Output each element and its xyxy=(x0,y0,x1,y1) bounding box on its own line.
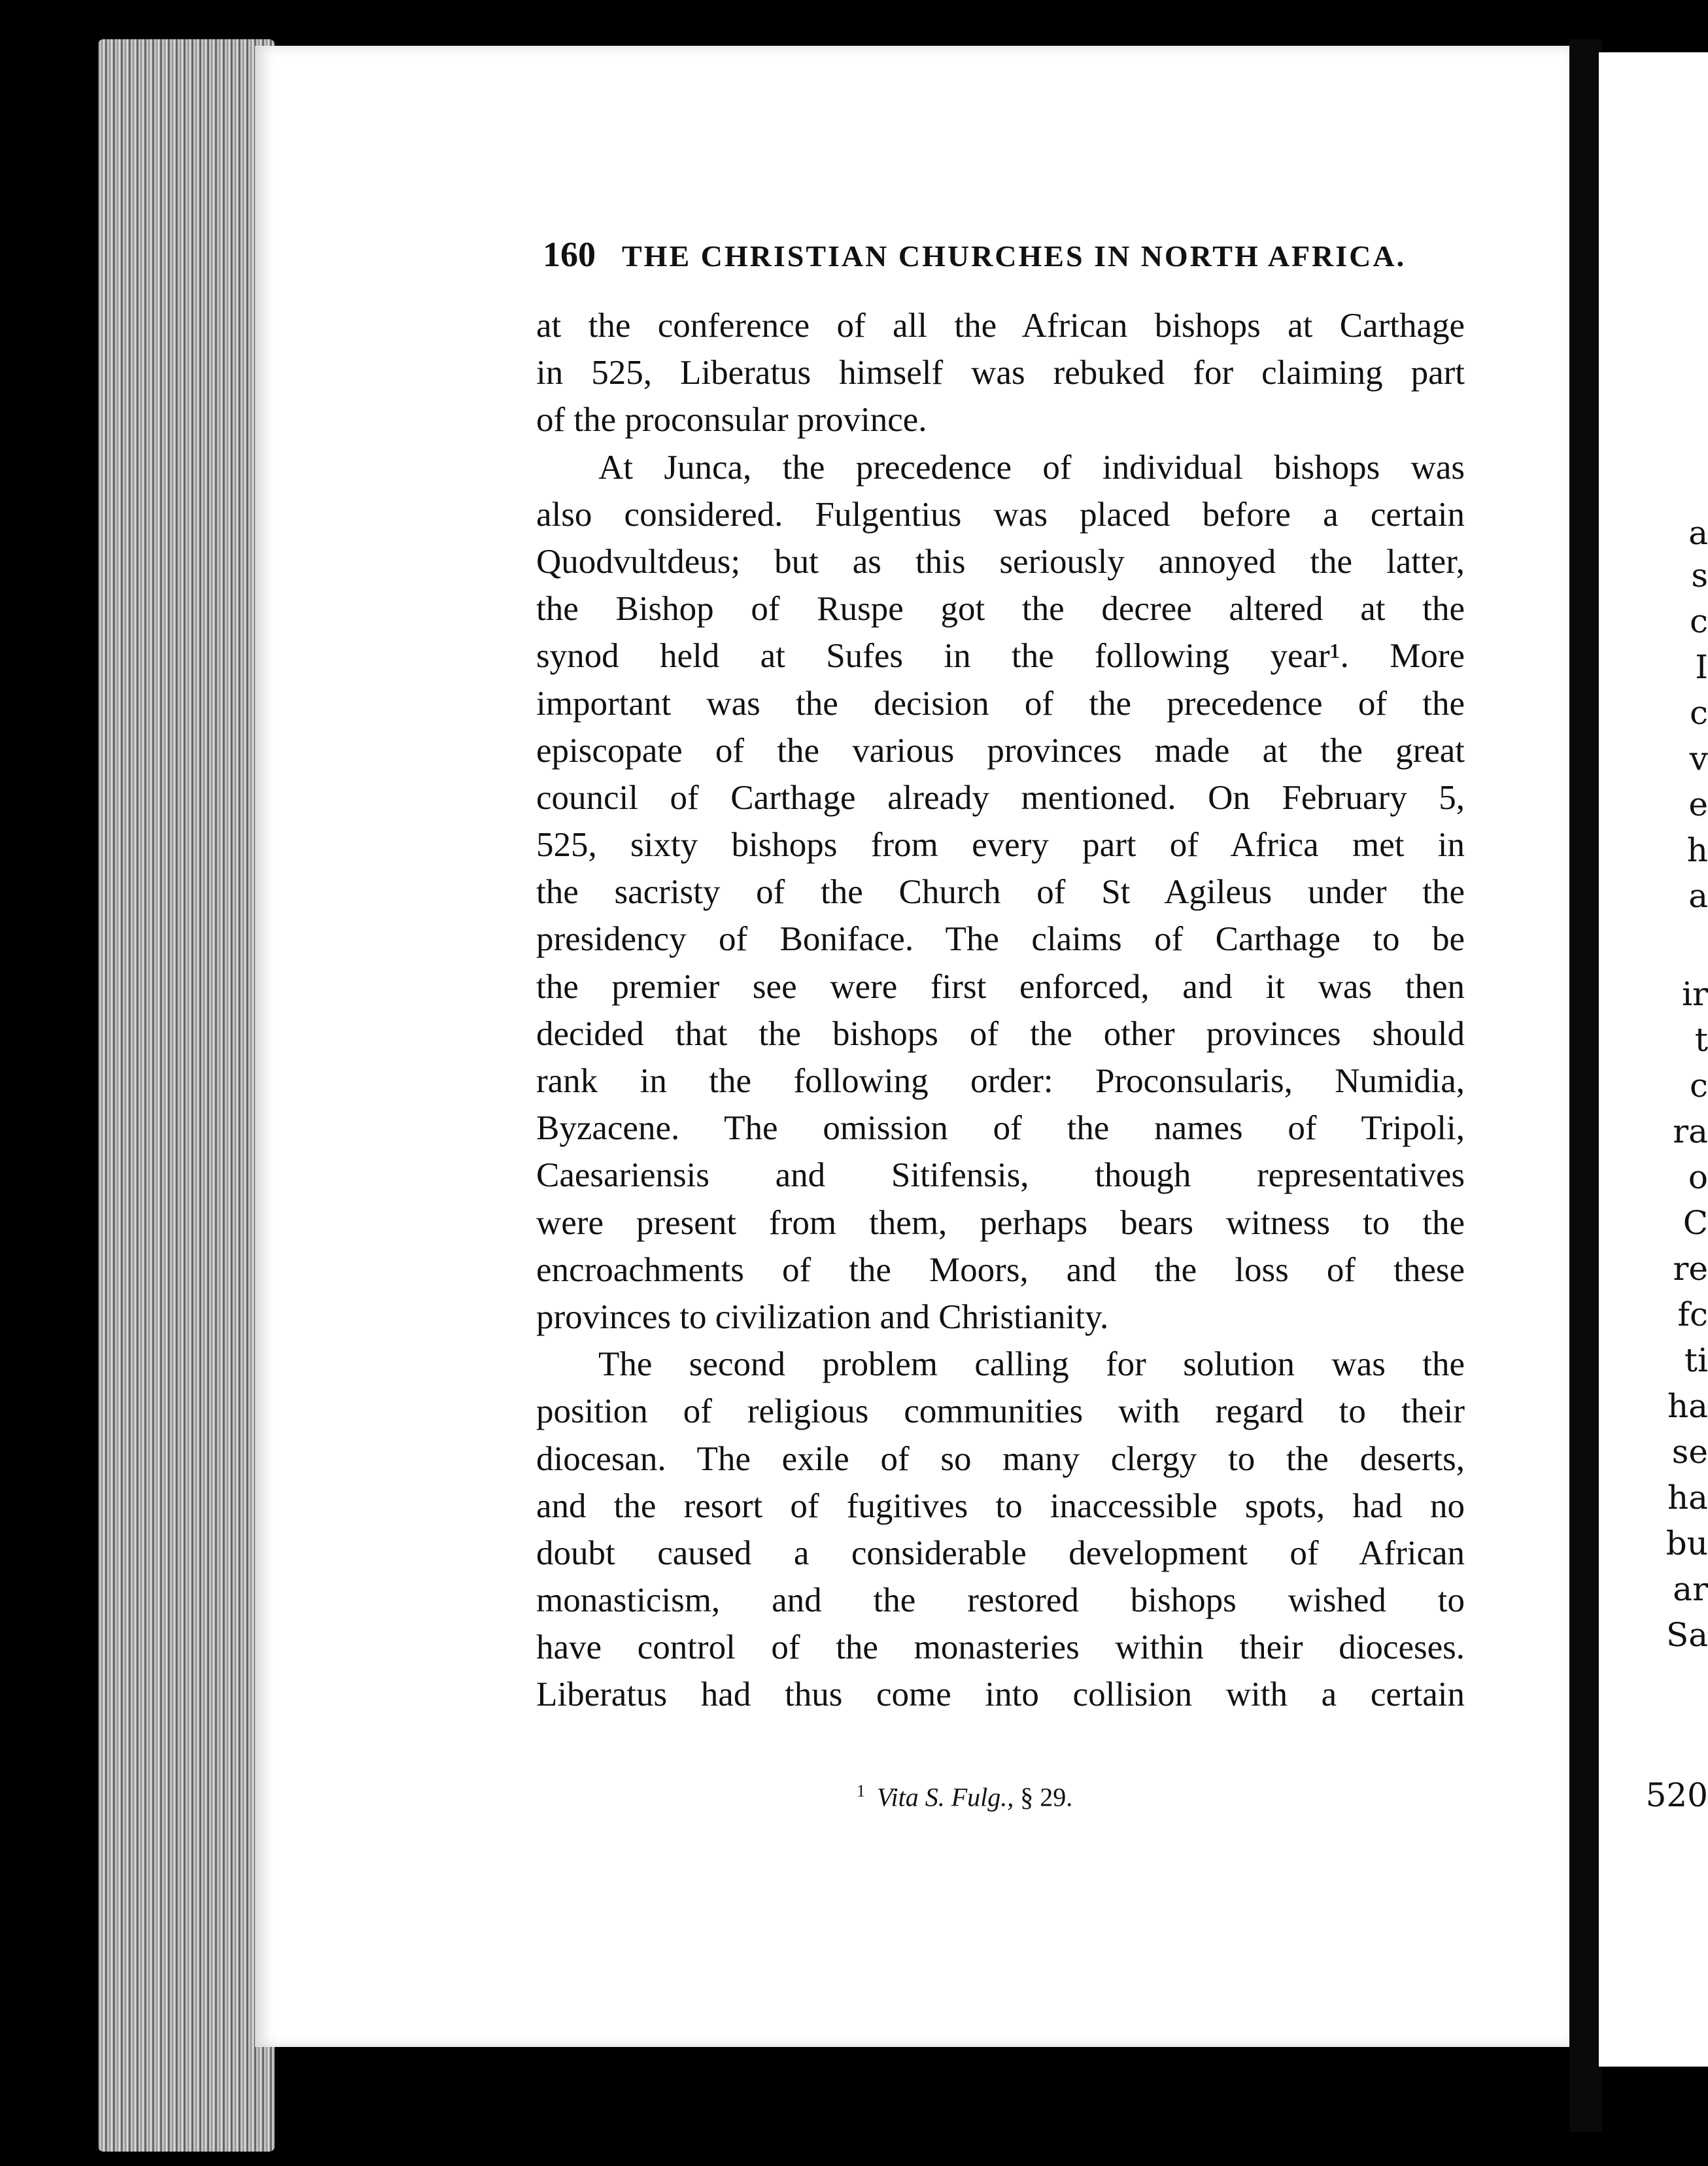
text-line: Liberatus had thus come into collision with a certain xyxy=(536,1676,1465,1714)
footnote xyxy=(857,1781,1072,1812)
facing-page-fragment: o xyxy=(1688,1158,1708,1196)
text-line: and the resort of fugitives to inaccessible spots, had no xyxy=(536,1487,1465,1525)
text-line: the premier see were first enforced, and it was then xyxy=(536,967,1465,1006)
facing-page-fragment: se xyxy=(1671,1433,1708,1471)
text-line: position of religious communities with regard to their xyxy=(536,1392,1465,1431)
facing-page-fragment: ha xyxy=(1667,1387,1708,1425)
facing-page-fragment: v xyxy=(1689,740,1708,778)
text-line: were present from them, perhaps bears witness to the xyxy=(536,1203,1465,1242)
text-line: episcopate of the various provinces made at the great xyxy=(536,731,1465,770)
facing-page-fragment: s xyxy=(1691,557,1708,594)
facing-page-fragment: c xyxy=(1689,694,1708,732)
facing-page-fragment: C xyxy=(1682,1204,1708,1242)
book-gutter xyxy=(1569,39,1602,2132)
body-text xyxy=(536,302,1465,1719)
footnote-citation: Vita S. Fulg., xyxy=(877,1782,1014,1812)
facing-page-fragment: e xyxy=(1688,785,1708,823)
text-line: rank in the following order: Proconsularis, Numidia, xyxy=(536,1062,1465,1100)
text-line: at the conference of all the African bishops at Carthage xyxy=(536,307,1465,345)
text-line: 525, sixty bishops from every part of Africa met in xyxy=(536,826,1465,865)
running-head xyxy=(543,234,1419,280)
book-page-edges xyxy=(98,39,275,2152)
text-line: The second problem calling for solution was the xyxy=(598,1345,1465,1384)
text-line: diocesan. The exile of so many clergy to the deserts, xyxy=(536,1439,1465,1478)
text-line: monasticism, and the restored bishops wished to xyxy=(536,1581,1465,1620)
text-line: decided that the bishops of the other provinces should xyxy=(536,1014,1465,1053)
facing-page-fragment: re xyxy=(1673,1250,1708,1288)
facing-page-fragment: ar xyxy=(1673,1570,1708,1608)
running-title: THE CHRISTIAN CHURCHES IN NORTH AFRICA. xyxy=(622,239,1407,273)
facing-page-fragment: I xyxy=(1695,648,1708,686)
facing-page-fragment: ha xyxy=(1667,1479,1708,1517)
text-line: presidency of Boniface. The claims of Carthage to be xyxy=(536,920,1465,959)
facing-page-fragment: Sa xyxy=(1665,1616,1708,1654)
footnote-mark: 1 xyxy=(857,1781,865,1800)
text-line: At Junca, the precedence of individual bishops was xyxy=(598,448,1465,487)
facing-page-fragment: a xyxy=(1688,877,1708,915)
text-line: Caesariensis and Sitifensis, though representatives xyxy=(536,1156,1465,1195)
text-line: also considered. Fulgentius was placed before a certain xyxy=(536,495,1465,534)
text-line: the sacristy of the Church of St Agileus under the xyxy=(536,873,1465,912)
facing-page-fragment: ti xyxy=(1684,1341,1708,1379)
facing-page-fragment: bu xyxy=(1665,1524,1708,1562)
facing-page-text-fragments xyxy=(1645,0,1708,2166)
text-line: encroachments of the Moors, and the loss of these xyxy=(536,1250,1465,1289)
facing-page-fragment: fc xyxy=(1677,1296,1708,1333)
page-number: 160 xyxy=(543,235,596,274)
text-line: in 525, Liberatus himself was rebuked for claiming part xyxy=(536,354,1465,392)
footnote-section: § 29. xyxy=(1020,1782,1073,1812)
text-line: have control of the monasteries within their dioceses. xyxy=(536,1628,1465,1667)
facing-page-fragment: t xyxy=(1694,1021,1708,1059)
facing-page-fragment: c xyxy=(1689,1067,1708,1105)
text-line: provinces to civilization and Christianity. xyxy=(536,1298,1109,1336)
text-line: synod held at Sufes in the following year¹. More xyxy=(536,637,1465,676)
text-line: of the proconsular province. xyxy=(536,401,927,439)
text-line: important was the decision of the precedence of the xyxy=(536,684,1465,723)
facing-page-fragment: ir xyxy=(1682,975,1708,1013)
facing-page-fragment: a xyxy=(1688,514,1708,552)
text-line: council of Carthage already mentioned. On February 5, xyxy=(536,778,1465,817)
text-line: the Bishop of Ruspe got the decree altered at the xyxy=(536,590,1465,628)
facing-page-fragment: ra xyxy=(1673,1112,1708,1150)
facing-page-fragment: h xyxy=(1686,831,1708,869)
text-line: Quodvultdeus; but as this seriously annoyed the latter, xyxy=(536,542,1465,581)
text-line: Byzacene. The omission of the names of Tripoli, xyxy=(536,1109,1465,1148)
facing-page-fragment: c xyxy=(1689,602,1708,640)
facing-page-fragment: 520 xyxy=(1645,1776,1708,1814)
text-line: doubt caused a considerable development of African xyxy=(536,1534,1465,1572)
